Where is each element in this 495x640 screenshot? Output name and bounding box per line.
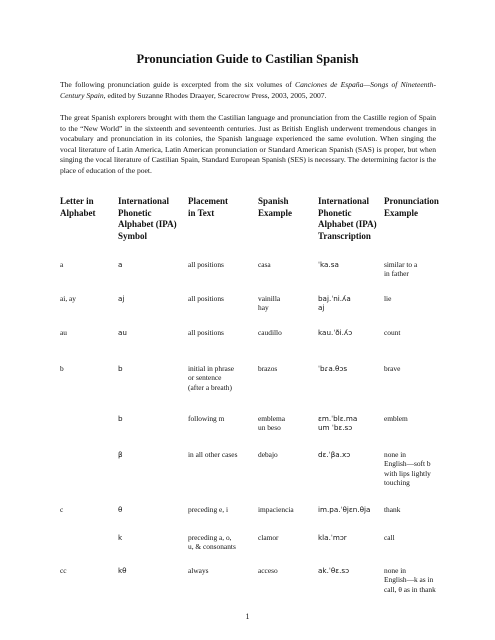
cell-ipa-transcription-line: dɛ.ˈβa.xɔ xyxy=(318,450,351,459)
cell-placement xyxy=(188,505,228,514)
cell-pronunciation-line: English—k as in xyxy=(384,575,434,585)
intro-paragraph-2: The great Spanish explorers brought with them the Castilian language and pronunciation from the Castille region of Spain to the “New World” in the sixteenth and seventeenth centuries. Just as British English underwent tremendous changes in vocabulary and pronunciation in its colonies, the Spanish language experienced the same evolution. When singing the vocal literature of Latin America, Latin American pronunciation or Standard American Spanish (SAS) is proper, but when singing the vocal literature of Castilian Spain, Standard European Spanish (SES) is necessary. The determining factor is the place of education of the poet. xyxy=(60,113,436,175)
cell-pronunciation xyxy=(384,566,436,594)
cell-ipa-transcription xyxy=(318,414,357,433)
cell-ipa-symbol-line: au xyxy=(118,328,127,337)
header-text: in Text xyxy=(188,207,215,218)
cell-pronunciation-line: none in xyxy=(384,450,406,459)
cell-letter-line: a xyxy=(60,260,64,269)
header-text: Pronunciation xyxy=(384,196,439,206)
cell-letter-line: ai, ay xyxy=(60,294,77,303)
cell-ipa-symbol-line: kθ xyxy=(118,566,127,575)
cell-spanish-example-line: hay xyxy=(258,303,269,313)
cell-placement-line: all positions xyxy=(188,294,224,303)
cell-ipa-transcription-line: ɛm.ˈblɛ.ma xyxy=(318,414,358,423)
cell-placement xyxy=(188,450,237,459)
cell-placement-line: initial in phrase xyxy=(188,364,234,373)
cell-pronunciation-line: brave xyxy=(384,364,401,373)
cell-spanish-example-line: impaciencia xyxy=(258,505,294,514)
cell-spanish-example xyxy=(258,450,278,459)
cell-ipa-symbol xyxy=(118,294,124,303)
cell-ipa-transcription-line: ˈka.sa xyxy=(318,260,339,269)
cell-pronunciation-line: English—soft b xyxy=(384,459,431,469)
cell-pronunciation xyxy=(384,328,400,337)
header-text: Placement xyxy=(188,196,228,206)
cell-ipa-transcription-line: um ˈbɛ.sɔ xyxy=(318,423,353,433)
cell-spanish-example-line: casa xyxy=(258,260,271,269)
cell-pronunciation xyxy=(384,450,431,488)
cell-spanish-example xyxy=(258,566,278,575)
cell-pronunciation-line: with lips lightly xyxy=(384,468,431,478)
cell-pronunciation-line: call xyxy=(384,533,395,542)
header-text: Letter in xyxy=(60,196,94,206)
cell-pronunciation-line: touching xyxy=(384,478,410,488)
cell-ipa-symbol xyxy=(118,414,123,423)
cell-letter xyxy=(60,328,67,337)
cell-pronunciation-line: in father xyxy=(384,269,409,279)
cell-ipa-symbol xyxy=(118,364,123,373)
cell-spanish-example-line: acceso xyxy=(258,566,278,575)
cell-pronunciation-line: similar to a xyxy=(384,260,418,269)
header-text: International xyxy=(118,196,170,206)
cell-pronunciation-line: count xyxy=(384,328,401,337)
cell-placement-line: all positions xyxy=(188,260,224,269)
cell-spanish-example xyxy=(258,260,271,269)
cell-placement xyxy=(188,294,224,303)
cell-spanish-example-line: caudillo xyxy=(258,328,282,337)
cell-ipa-symbol-line: b xyxy=(118,414,123,423)
header-text: Example xyxy=(384,207,419,218)
cell-ipa-transcription-line: im.pa.ˈθjɛn.θja xyxy=(318,505,371,514)
cell-placement xyxy=(188,533,236,552)
cell-placement-line: in all other cases xyxy=(188,450,238,459)
cell-spanish-example xyxy=(258,328,282,337)
cell-pronunciation xyxy=(384,294,391,303)
cell-letter-line: b xyxy=(60,364,64,373)
header-text: Spanish xyxy=(258,196,289,206)
cell-ipa-symbol xyxy=(118,328,127,337)
page-title: Pronunciation Guide to Castilian Spanish xyxy=(136,52,359,66)
cell-pronunciation xyxy=(384,364,400,373)
cell-ipa-transcription xyxy=(318,328,352,337)
cell-spanish-example-line: clamor xyxy=(258,533,279,542)
cell-ipa-transcription-line: baj.ˈni.ʎa xyxy=(318,294,351,303)
cell-placement-line: following m xyxy=(188,414,225,423)
cell-ipa-symbol-line: a xyxy=(118,260,123,269)
cell-placement xyxy=(188,566,209,575)
cell-placement xyxy=(188,364,234,392)
cell-ipa-symbol-line: b xyxy=(118,364,123,373)
cell-spanish-example-line: debajo xyxy=(258,450,278,459)
header-placement xyxy=(188,196,228,219)
cell-ipa-transcription xyxy=(318,294,351,313)
cell-placement-line: or sentence xyxy=(188,373,222,383)
cell-pronunciation-line: thank xyxy=(384,505,401,514)
cell-placement-line: preceding e, i xyxy=(188,505,229,514)
cell-placement xyxy=(188,328,224,337)
header-letter xyxy=(60,196,96,219)
header-text: Alphabet xyxy=(60,207,96,218)
cell-spanish-example xyxy=(258,533,279,542)
cell-spanish-example xyxy=(258,414,285,433)
cell-placement-line: (after a breath) xyxy=(188,382,232,392)
header-text: Symbol xyxy=(118,230,148,241)
cell-pronunciation xyxy=(384,260,417,279)
cell-letter-line: au xyxy=(60,328,67,337)
cell-ipa-transcription-line: kla.ˈmɔr xyxy=(318,533,347,542)
header-pronunciation xyxy=(384,196,439,219)
cell-spanish-example-line: brazos xyxy=(258,364,278,373)
cell-letter xyxy=(60,260,63,269)
cell-spanish-example xyxy=(258,294,280,313)
cell-letter xyxy=(60,566,67,575)
header-text: Transcription xyxy=(318,230,371,241)
cell-placement-line: preceding a, o, xyxy=(188,533,232,542)
header-text: International xyxy=(318,196,370,206)
cell-spanish-example-line: vainilla xyxy=(258,294,281,303)
cell-ipa-transcription xyxy=(318,566,349,575)
cell-spanish-example xyxy=(258,364,277,373)
cell-ipa-symbol xyxy=(118,450,123,459)
header-spanish-example xyxy=(258,196,292,219)
cell-ipa-symbol xyxy=(118,566,127,575)
header-text: Alphabet (IPA) xyxy=(118,219,177,229)
cell-spanish-example-line: emblema xyxy=(258,414,286,423)
cell-ipa-symbol xyxy=(118,260,122,269)
cell-placement xyxy=(188,260,224,269)
cell-ipa-transcription xyxy=(318,364,347,373)
cell-letter-line: cc xyxy=(60,566,67,575)
cell-placement xyxy=(188,414,224,423)
cell-placement-line: always xyxy=(188,566,209,575)
cell-letter-line: c xyxy=(60,505,64,514)
cell-letter xyxy=(60,505,63,514)
cell-placement-line: all positions xyxy=(188,328,224,337)
cell-pronunciation xyxy=(384,414,408,423)
cell-ipa-symbol xyxy=(118,533,122,542)
header-text: Alphabet (IPA) xyxy=(318,219,377,229)
cell-ipa-transcription xyxy=(318,533,347,542)
cell-pronunciation xyxy=(384,533,395,542)
cell-pronunciation-line: emblem xyxy=(384,414,408,423)
intro-text: The following pronunciation guide is excerpted from the six volumes of xyxy=(60,80,295,89)
page-number: 1 xyxy=(245,612,250,621)
cell-ipa-symbol-line: k xyxy=(118,533,123,542)
cell-ipa-symbol-line: θ xyxy=(118,505,123,514)
header-ipa-symbol xyxy=(118,196,177,242)
cell-ipa-transcription xyxy=(318,260,339,269)
cell-ipa-symbol xyxy=(118,505,122,514)
cell-pronunciation xyxy=(384,505,400,514)
cell-ipa-transcription xyxy=(318,450,350,459)
cell-ipa-transcription-line: aj xyxy=(318,303,325,313)
cell-ipa-transcription-line: ˈbɾa.θɔs xyxy=(318,364,348,373)
cell-spanish-example xyxy=(258,505,294,514)
header-ipa-transcription xyxy=(318,196,377,242)
cell-pronunciation-line: none in xyxy=(384,566,406,575)
book-title: Canciones de España—Songs of Nineteenth-Century Spain xyxy=(60,80,436,100)
cell-ipa-symbol-line: β xyxy=(118,450,123,459)
cell-letter xyxy=(60,294,76,303)
intro-paragraph-1 xyxy=(60,80,436,101)
cell-ipa-transcription-line: kau.ˈði.ʎɔ xyxy=(318,328,353,337)
cell-pronunciation-line: call, θ as in thank xyxy=(384,584,436,594)
header-text: Phonetic xyxy=(318,207,352,218)
cell-ipa-symbol-line: aj xyxy=(118,294,125,303)
header-text: Phonetic xyxy=(118,207,152,218)
header-text: Example xyxy=(258,207,293,218)
cell-pronunciation-line: lie xyxy=(384,294,392,303)
intro-text: , edited by Suzanne Rhodes Draayer, Scarecrow Press, 2003, 2005, 2007. xyxy=(103,90,327,100)
cell-placement-line: u, & consonants xyxy=(188,542,236,552)
cell-letter xyxy=(60,364,64,373)
cell-ipa-transcription-line: ak.ˈθɛ.sɔ xyxy=(318,566,350,575)
cell-ipa-transcription xyxy=(318,505,370,514)
cell-spanish-example-line: un beso xyxy=(258,423,281,433)
